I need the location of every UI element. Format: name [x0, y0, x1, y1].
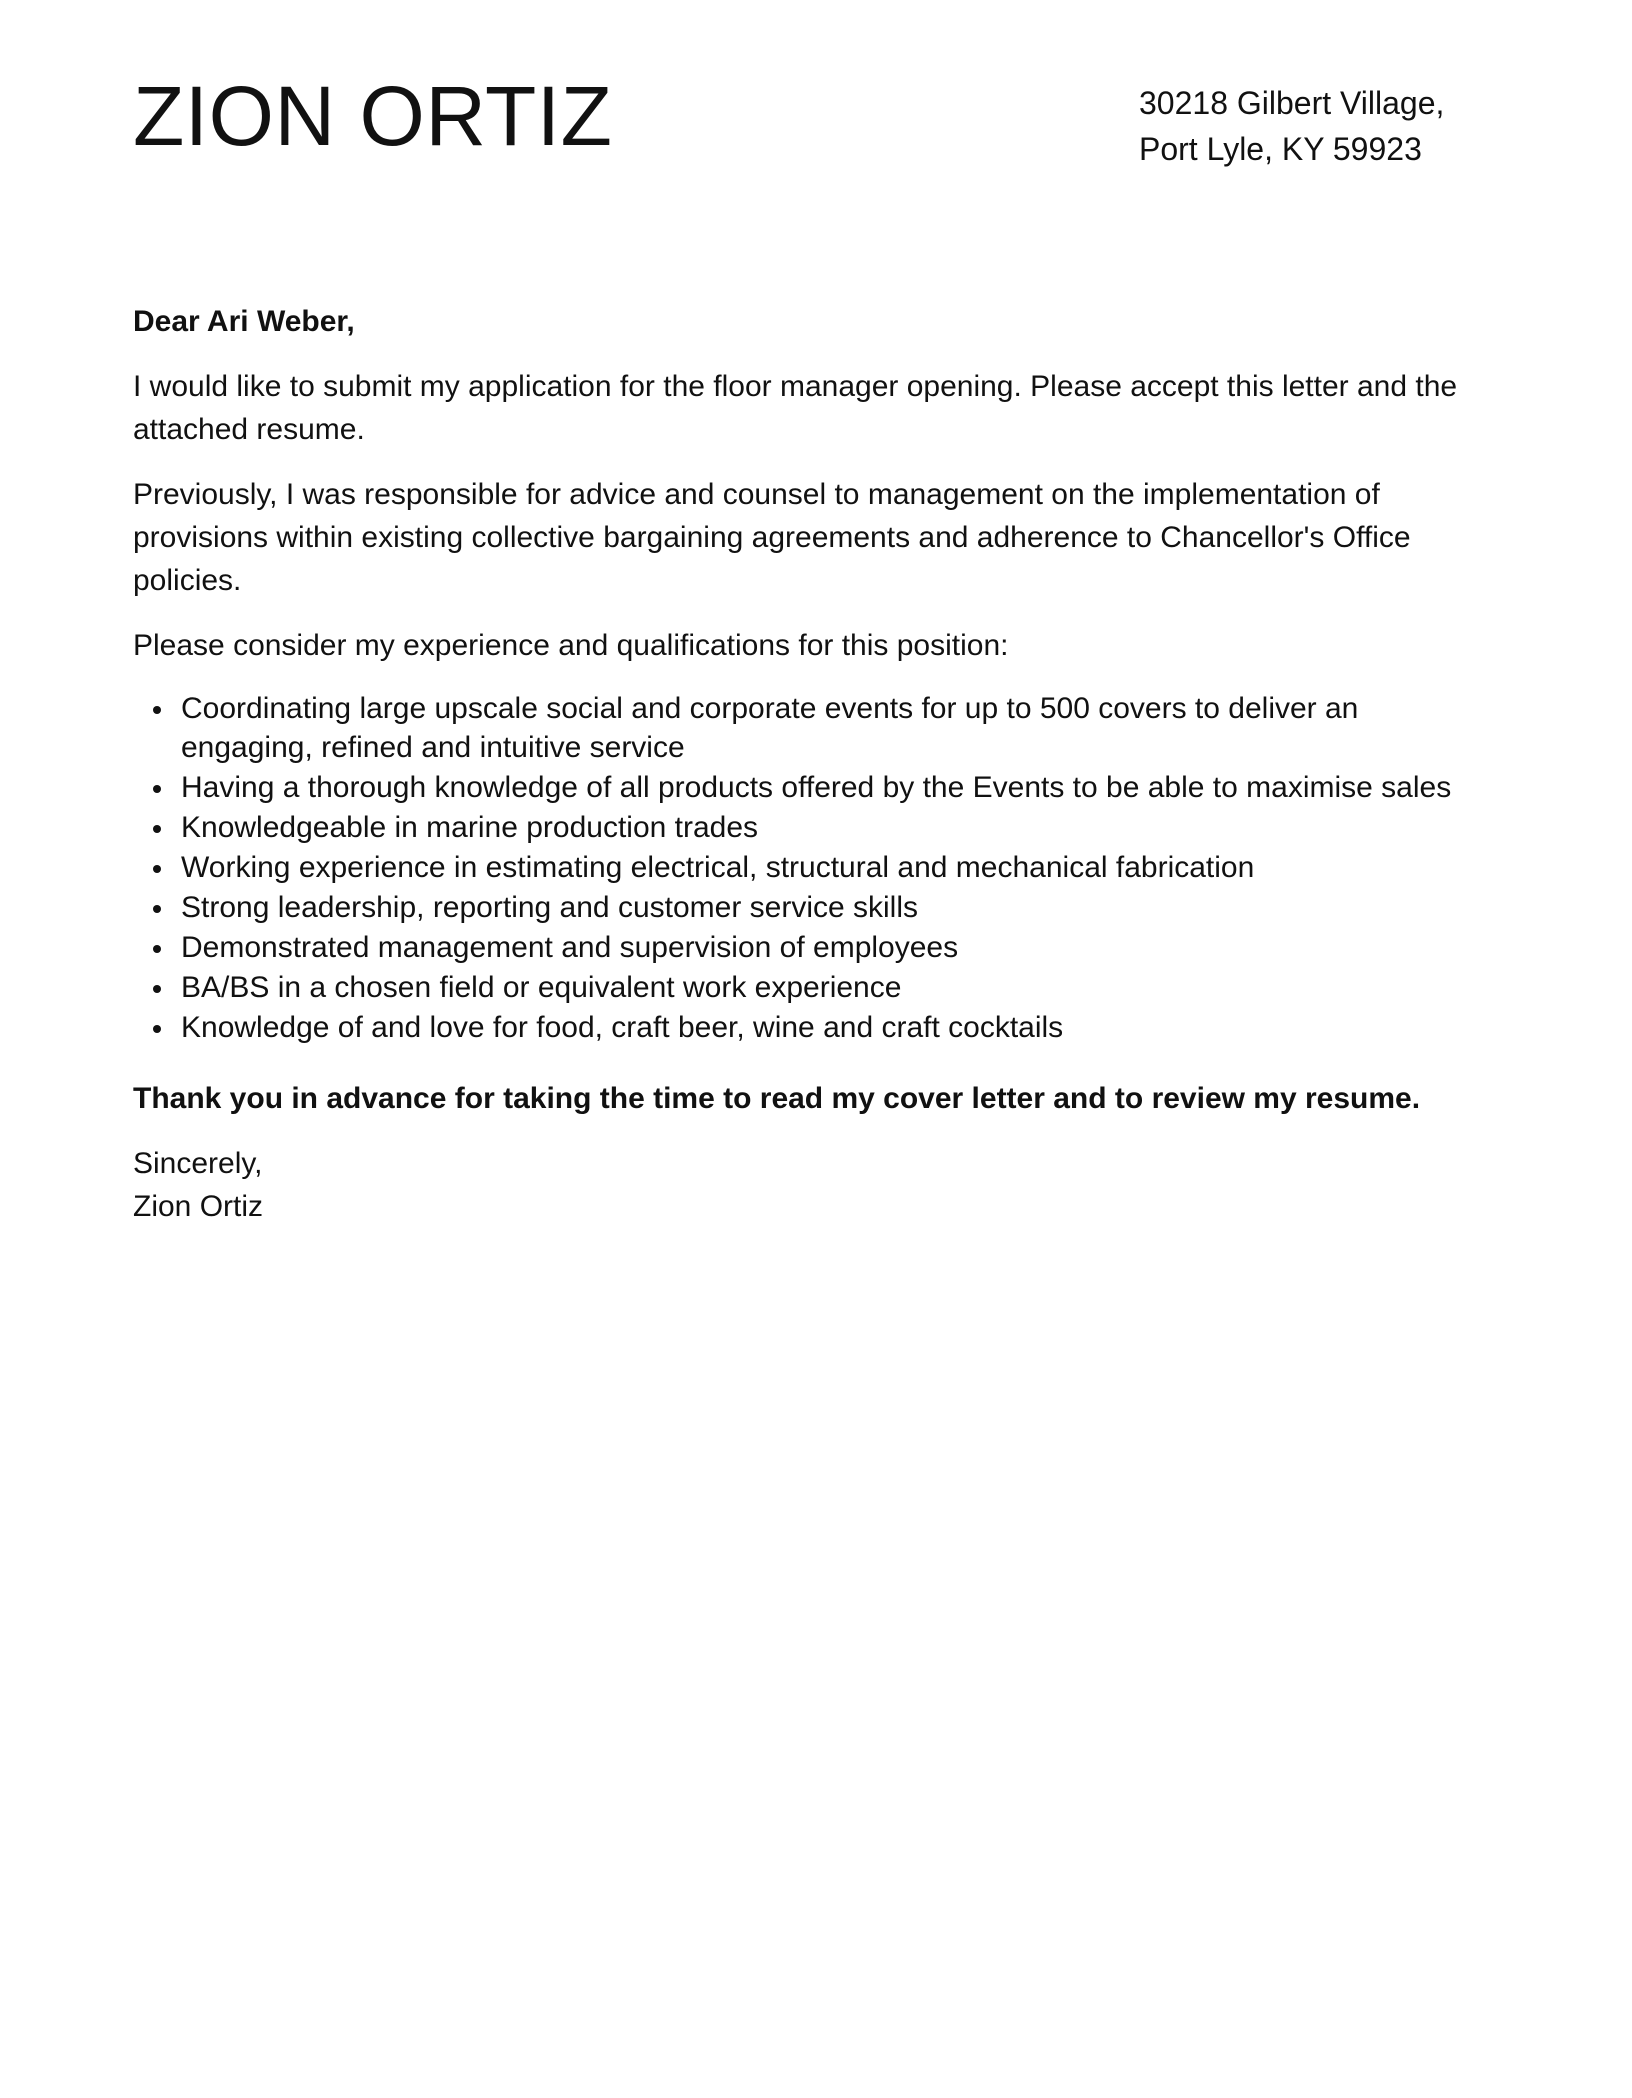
intro-paragraph: I would like to submit my application for the floor manager opening. Please accept this letter and the attached resume. [133, 370, 1458, 446]
applicant-address [1139, 80, 1499, 172]
letter-header [133, 0, 1499, 300]
address-line-1: 30218 Gilbert Village, [1139, 85, 1445, 121]
experience-paragraph: Previously, I was responsible for advice and counsel to management on the implementation of provisions within existing collective bargaining agreements and adherence to Chancellor's Office policies. [133, 478, 1411, 597]
letter-body [133, 300, 1473, 1228]
list-item: Coordinating large upscale social and corporate events for up to 500 covers to deliver an engaging, refined and intuitive service [181, 689, 1473, 767]
qualifications-list [133, 689, 1473, 1047]
signoff-block [133, 1142, 1473, 1228]
signature-name: Zion Ortiz [133, 1190, 264, 1223]
closing-phrase: Sincerely, [133, 1147, 263, 1180]
address-line-2: Port Lyle, KY 59923 [1139, 131, 1422, 167]
list-item: Demonstrated management and supervision of employees [181, 928, 1473, 967]
list-item: Working experience in estimating electrical, structural and mechanical fabrication [181, 848, 1473, 887]
thank-you-paragraph: Thank you in advance for taking the time to read my cover letter and to review my resume. [133, 1082, 1421, 1115]
applicant-name: ZION ORTIZ [133, 69, 613, 163]
list-item: Knowledge of and love for food, craft beer, wine and craft cocktails [181, 1008, 1473, 1047]
list-item: Knowledgeable in marine production trades [181, 808, 1473, 847]
salutation: Dear Ari Weber, [133, 305, 355, 338]
list-item: Strong leadership, reporting and customer service skills [181, 888, 1473, 927]
consider-paragraph: Please consider my experience and qualifications for this position: [133, 629, 1009, 662]
list-item: BA/BS in a chosen field or equivalent work experience [181, 968, 1473, 1007]
list-item: Having a thorough knowledge of all products offered by the Events to be able to maximise sales [181, 768, 1473, 807]
